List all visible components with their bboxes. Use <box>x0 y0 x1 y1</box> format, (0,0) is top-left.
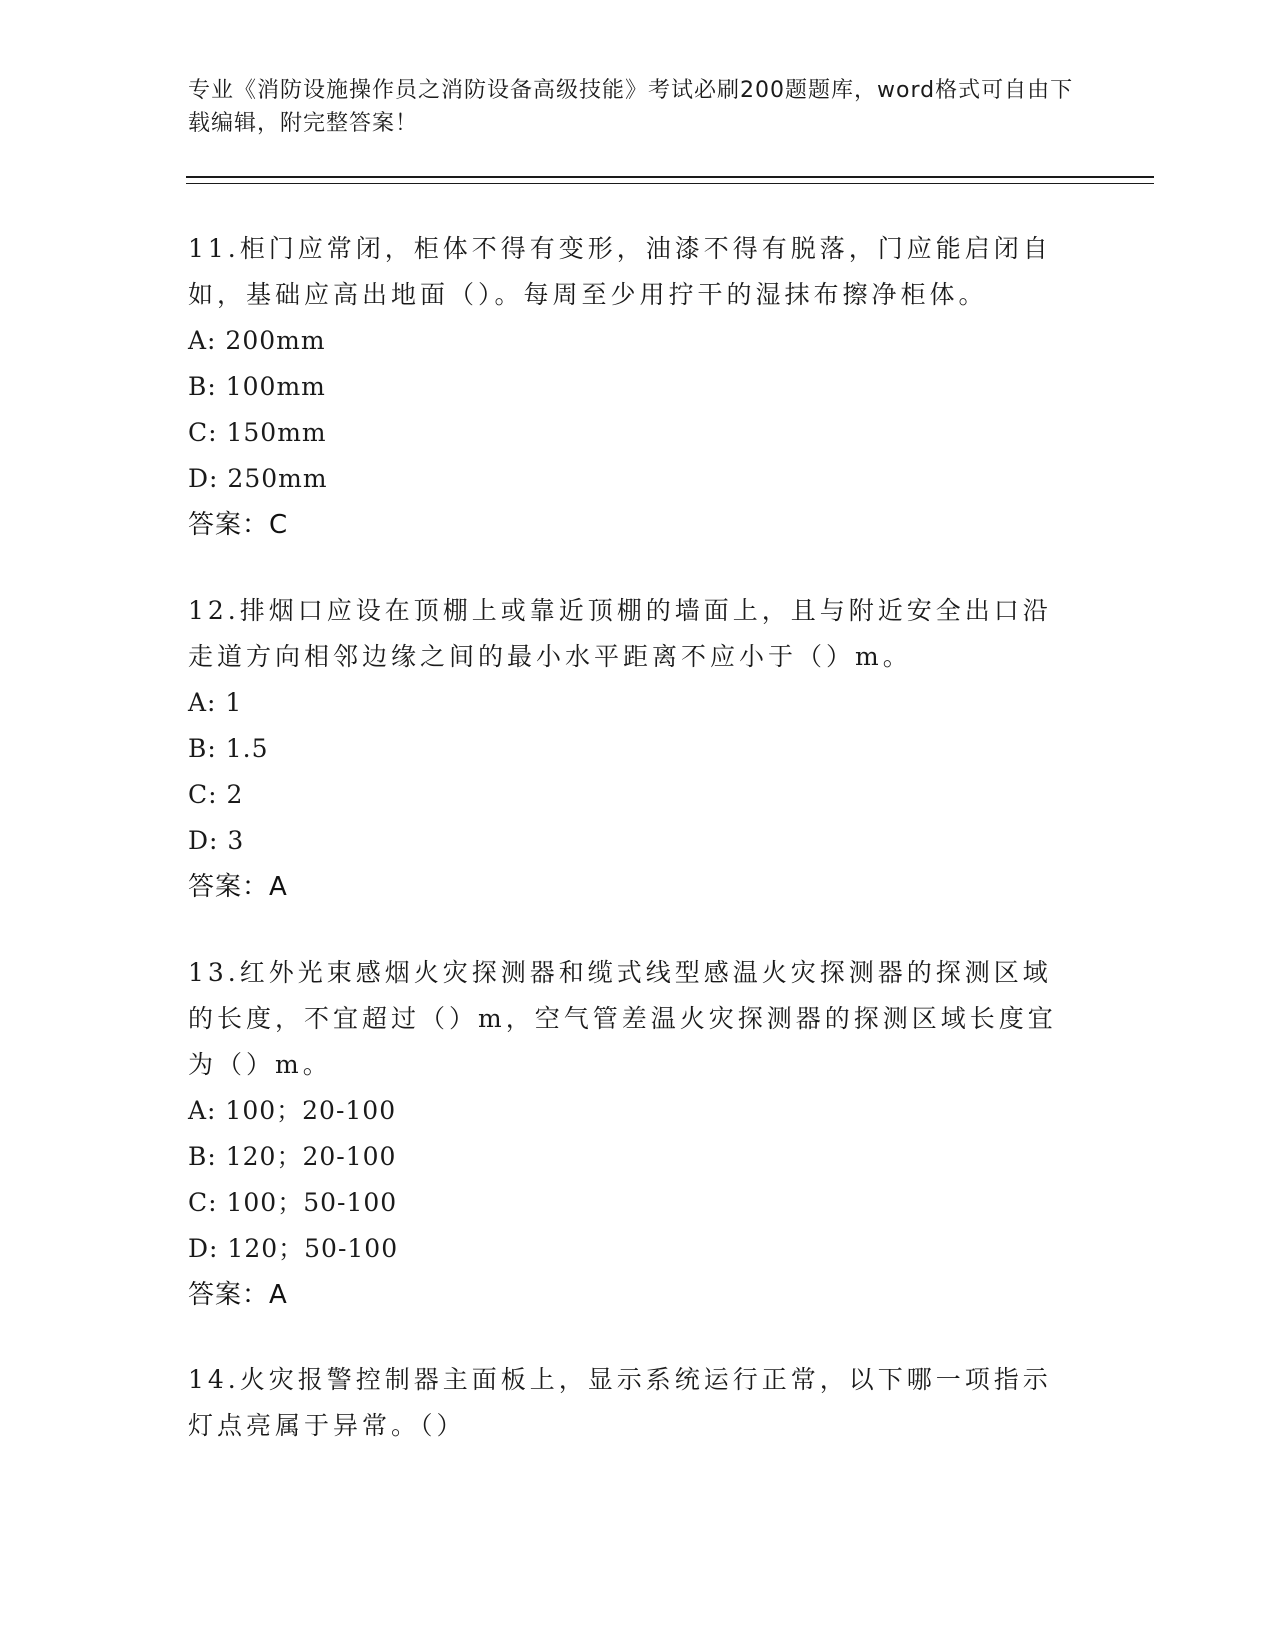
question-stem: 14.火灾报警控制器主面板上，显示系统运行正常，以下哪一项指示灯点亮属于异常。（） <box>188 1365 1052 1440</box>
option-b: B: 100mm <box>188 372 326 401</box>
question-14 <box>188 1357 1078 1449</box>
question-13 <box>188 950 1078 1318</box>
question-11 <box>188 226 1078 548</box>
header-rule-thick <box>186 176 1154 178</box>
option-b: B: 1.5 <box>188 734 269 763</box>
question-stem: 12.排烟口应设在顶棚上或靠近顶棚的墙面上，且与附近安全出口沿走道方向相邻边缘之间的最小水平距离不应小于（）m。 <box>188 596 1052 671</box>
option-d: D: 120；50-100 <box>188 1234 399 1263</box>
question-stem: 11.柜门应常闭，柜体不得有变形，油漆不得有脱落，门应能启闭自如，基础应高出地面（）。每周至少用拧干的湿抹布擦净柜体。 <box>188 234 1052 309</box>
question-12 <box>188 588 1078 910</box>
option-d: D: 250mm <box>188 464 328 493</box>
option-a: A: 200mm <box>188 326 326 355</box>
option-a: A: 100；20-100 <box>188 1096 397 1125</box>
option-c: C: 150mm <box>188 418 327 447</box>
answer-label: 答案：C <box>188 510 289 540</box>
option-c: C: 2 <box>188 780 244 809</box>
header-rule-thin <box>186 183 1154 184</box>
question-stem: 13.红外光束感烟火灾探测器和缆式线型感温火灾探测器的探测区域的长度，不宜超过（）m，空气管差温火灾探测器的探测区域长度宜为（）m。 <box>188 958 1057 1079</box>
answer-label: 答案：A <box>188 872 288 902</box>
option-d: D: 3 <box>188 826 245 855</box>
option-a: A: 1 <box>188 688 243 717</box>
option-b: B: 120；20-100 <box>188 1142 397 1171</box>
answer-label: 答案：A <box>188 1280 288 1310</box>
document-header: 专业《消防设施操作员之消防设备高级技能》考试必刷200题题库，word格式可自由下载编辑，附完整答案！ <box>188 78 1074 136</box>
option-c: C: 100；50-100 <box>188 1188 398 1217</box>
